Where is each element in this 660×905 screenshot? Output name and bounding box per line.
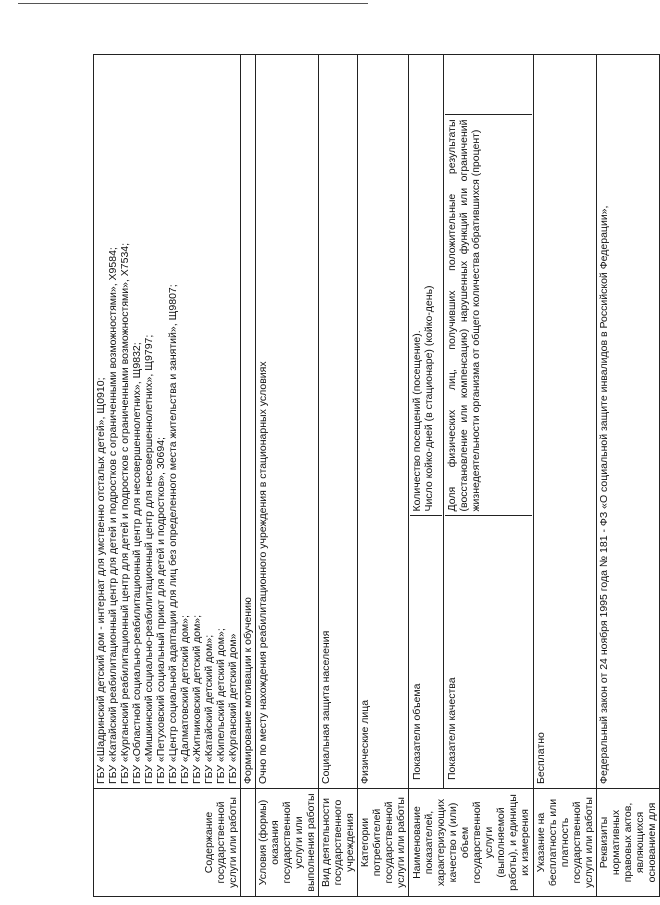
institution-line: ГБУ «Центр социальной адаптации для лиц без определенного места жительства и занятий», Щ9807; xyxy=(167,284,179,784)
value-text: Бесплатно xyxy=(535,732,547,784)
service-table xyxy=(93,54,660,897)
value-text: Федеральный закон от 24 ноября 1995 года № 181 - ФЗ «О социальной защите инвалидов в Российской Федерации», xyxy=(598,205,610,784)
quality-indicators-name xyxy=(445,516,532,784)
label-text: Указание на бесплатность или платность государственной услуги или работы xyxy=(535,797,595,888)
quality-indicators-cell xyxy=(444,55,534,789)
row-conditions-label xyxy=(256,789,319,897)
row-legal-acts-value xyxy=(597,55,660,789)
row-activity-type-value xyxy=(319,55,358,789)
indicator-item: Число койко-дней (в стационаре) (койко-день) xyxy=(423,285,435,512)
row-motivation xyxy=(241,55,256,897)
institution-line: ГБУ «Кипельский детский дом»; xyxy=(215,628,227,784)
institution-line: ГБУ «Мишкинский социально-реабилитационный центр для несовершеннолетних», Щ9797; xyxy=(143,334,155,784)
indicator-item: Доля физических лиц, получивших положительные результаты (восстановление или компенсацию) нарушенных функций или ограничений жизнедеятельности организма от общего количества обратившихся (процент) xyxy=(446,119,482,512)
row-legal-acts xyxy=(597,55,660,897)
institutions-cell xyxy=(94,55,241,789)
row-legal-acts-label xyxy=(597,789,660,897)
value-text: Физические лица xyxy=(359,699,371,784)
institution-line: ГБУ «Петуховский социальный приют для детей и подростков», 30694; xyxy=(155,437,167,784)
row-motivation-value xyxy=(241,55,256,789)
volume-indicators-items xyxy=(410,59,442,516)
volume-subtable xyxy=(410,59,442,784)
label-text: Наименование показателей, характеризующих качество и (или) объем государственной услуги (выполняемой работы), и единицы их измерения xyxy=(411,794,531,891)
label-text: Вид деятельности государственного учреждения xyxy=(320,798,356,887)
label-text: Условия (формы) оказания государственной услуги или выполнения работы xyxy=(257,793,317,892)
row-volume-indicators xyxy=(409,55,444,897)
institution-line: ГБУ «Курганский детский дом» xyxy=(227,633,239,784)
value-text: Социальная защита населения xyxy=(320,630,332,784)
institution-line: ГБУ «Курганский реабилитационный центр для детей и подростков с ограниченными возможностями», Х7534; xyxy=(119,242,131,784)
quality-indicators-items xyxy=(445,115,532,516)
row-consumers-value xyxy=(358,55,409,789)
row-content-label xyxy=(94,789,241,897)
quality-indicators-empty xyxy=(445,59,532,115)
indicator-type-text: Показатели объема xyxy=(411,683,423,780)
institution-line: ГБУ «Областной социально-реабилитационный центр для несовершеннолетних», Щ9832; xyxy=(131,342,143,784)
label-text: Реквизиты нормативных правовых актов, являющихся основанием для xyxy=(598,802,658,883)
volume-indicators-name xyxy=(410,516,442,784)
institution-line: ГБУ «Далматовский детский дом»; xyxy=(179,615,191,784)
volume-indicators-cell xyxy=(409,55,444,789)
row-conditions xyxy=(256,55,319,897)
row-motivation-label xyxy=(241,789,256,897)
row-content xyxy=(94,55,241,897)
row-activity-type-label xyxy=(319,789,358,897)
institution-line: ГБУ «Катайский реабилитационный центр для детей и подростков с ограниченными возможностями», Х9584; xyxy=(107,247,119,784)
institution-line: ГБУ «Катайский детский дом»; xyxy=(203,634,215,784)
row-consumers xyxy=(358,55,409,897)
row-indicators-label xyxy=(409,789,534,897)
row-consumers-label xyxy=(358,789,409,897)
quality-subtable xyxy=(445,59,532,784)
label-text: Содержание государственной услуги или работы xyxy=(203,797,239,888)
indicator-item: Количество посещений (посещение). xyxy=(411,330,423,512)
institution-line: ГБУ «Шадринский детский дом - интернат для умственно отсталых детей», Щ0910; xyxy=(95,377,107,784)
institution-line: ГБУ «Житниковский детский дом»; xyxy=(191,614,203,784)
row-quality-indicators xyxy=(444,55,534,897)
row-payment-label xyxy=(534,789,597,897)
value-text: Очно по месту нахождения реабилитационного учреждения в стационарных условиях xyxy=(257,361,269,784)
row-conditions-value xyxy=(256,55,319,789)
row-payment-value xyxy=(534,55,597,789)
row-activity-type xyxy=(319,55,358,897)
value-text: Формирование мотивации к обучению xyxy=(242,597,254,784)
row-payment xyxy=(534,55,597,897)
indicator-type-text: Показатели качества xyxy=(446,677,458,780)
label-text: Категории потребителей государственной услуги или работы xyxy=(359,797,407,888)
